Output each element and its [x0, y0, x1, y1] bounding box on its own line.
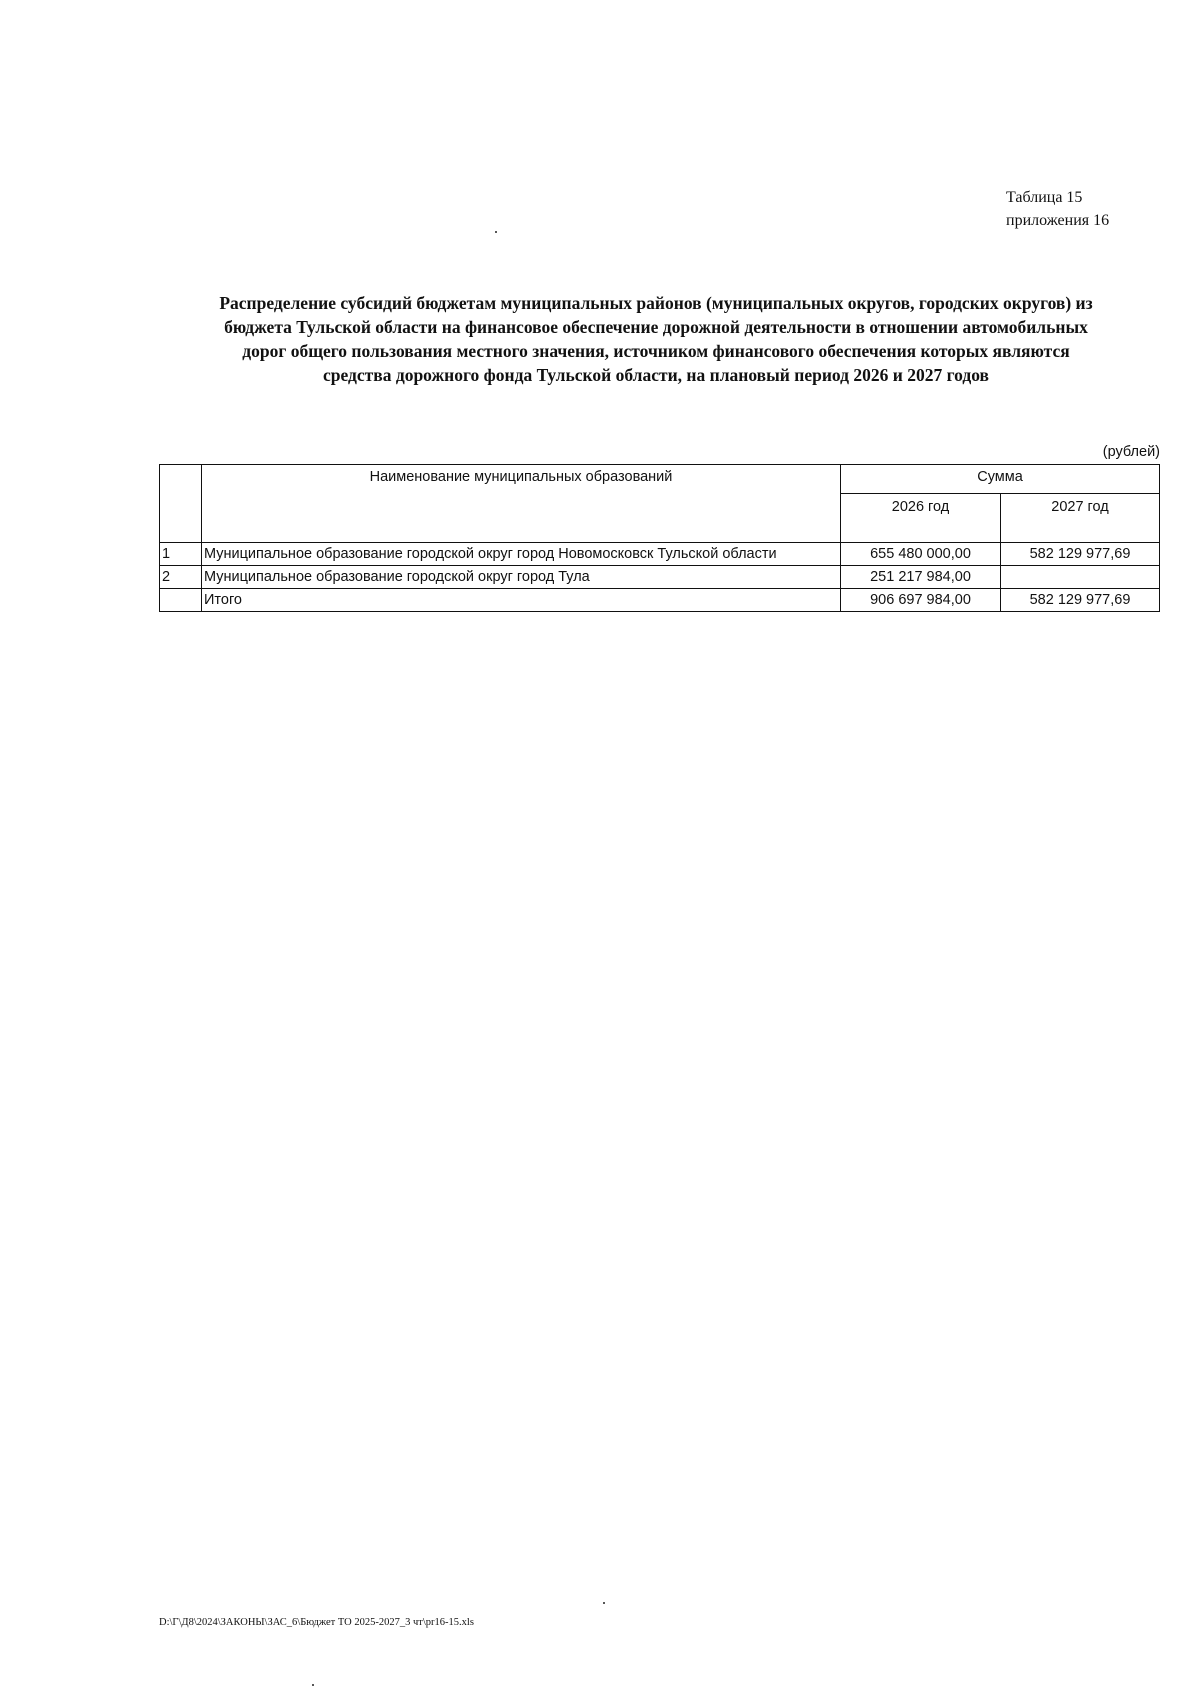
table-header-row: [160, 465, 1160, 494]
total-label: Итого: [202, 589, 841, 612]
municipality-name: Муниципальное образование городской округ город Тула: [202, 566, 841, 589]
title-line: средства дорожного фонда Тульской области, на плановый период 2026 и 2027 годов: [323, 365, 989, 385]
units-label: (рублей): [1102, 444, 1160, 460]
year-2027-header: 2027 год: [1001, 494, 1160, 543]
total-2027: 582 129 977,69: [1001, 589, 1160, 612]
amount-2027: 582 129 977,69: [1001, 543, 1160, 566]
scan-speck: [603, 1602, 605, 1604]
amount-2026: 655 480 000,00: [841, 543, 1001, 566]
subsidy-table: [159, 464, 1160, 612]
name-column-header: Наименование муниципальных образований: [202, 465, 841, 543]
row-index: 2: [160, 566, 202, 589]
total-2026: 906 697 984,00: [841, 589, 1001, 612]
title-line: Распределение субсидий бюджетам муниципальных районов (муниципальных округов, городских округов) из: [219, 293, 1093, 313]
amount-2027: [1001, 566, 1160, 589]
appendix-number-label: приложения 16: [1006, 212, 1110, 229]
amount-2026: 251 217 984,00: [841, 566, 1001, 589]
index-header-cell: [160, 465, 202, 543]
year-2026-header: 2026 год: [841, 494, 1001, 543]
table-total-row: [160, 589, 1160, 612]
table-row: [160, 543, 1160, 566]
sum-column-header: Сумма: [841, 465, 1160, 494]
scan-speck: [312, 1684, 314, 1686]
title-line: дорог общего пользования местного значения, источником финансового обеспечения которых являются: [242, 341, 1070, 361]
scan-speck: [495, 231, 497, 233]
table-row: [160, 566, 1160, 589]
table-reference: [1006, 186, 1109, 232]
table-number-label: Таблица 15: [1006, 189, 1083, 206]
total-index: [160, 589, 202, 612]
document-title: [160, 291, 1152, 387]
municipality-name: Муниципальное образование городской округ город Новомосковск Тульской области: [202, 543, 841, 566]
row-index: 1: [160, 543, 202, 566]
title-line: бюджета Тульской области на финансовое обеспечение дорожной деятельности в отношении автомобильных: [224, 317, 1088, 337]
footer-file-path: D:\Г\Д8\2024\ЗАКОНЫ\ЗАС_6\Бюджет ТО 2025-2027_3 чт\pr16-15.xls: [159, 1617, 474, 1628]
